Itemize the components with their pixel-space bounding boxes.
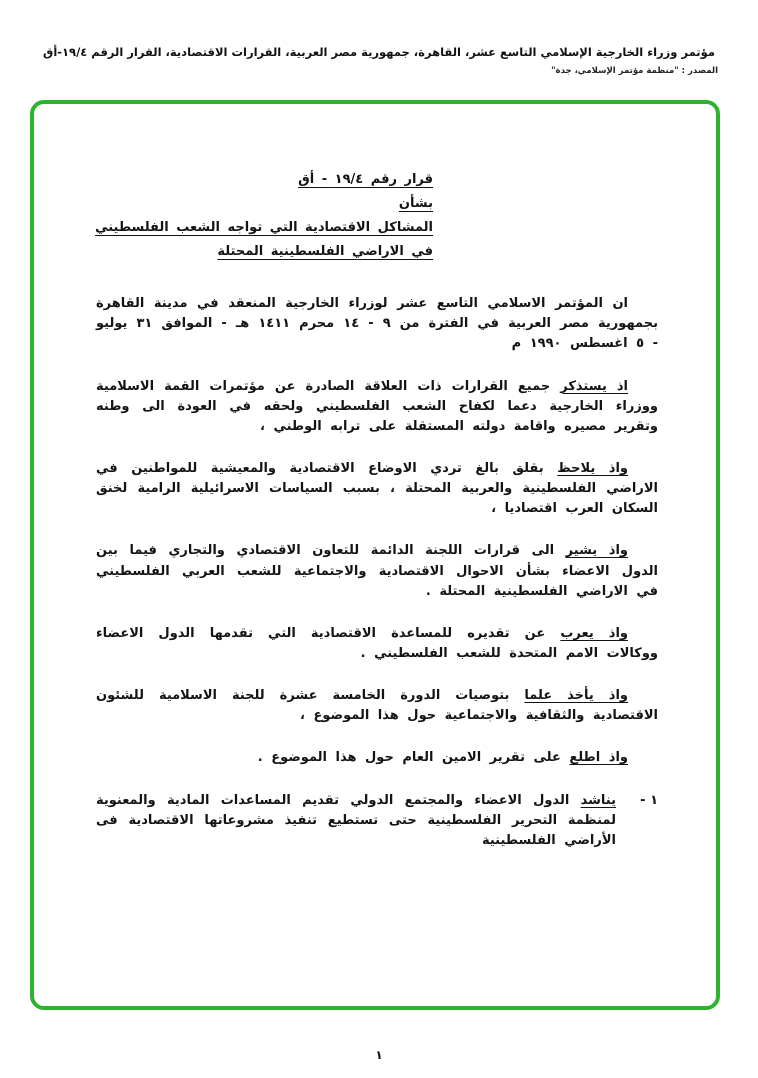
- title-line-resolution-number: قرار رقم ١٩/٤ - أق: [298, 172, 433, 187]
- item-text: [96, 791, 616, 851]
- paragraph-text: على تقرير الامين العام حول هذا الموضوع .: [257, 750, 570, 766]
- underlined-phrase: واذ يلاحظ: [557, 461, 628, 477]
- paragraph-text: الدول الاعضاء والمجتمع الدولي تقديم المساعدات المادية والمعنوية لمنظمة التحرير الفلسطينية حتى تستطيع تنفيذ مشروعاتها الاقتصادية فى الأراضي الفلسطينية: [96, 792, 616, 848]
- paragraph-text: جميع القرارات ذات العلاقة الصادرة عن مؤتمرات القمة الاسلامية ووزراء الخارجية دعما لكفاح الشعب الفلسطيني ولحقه في العودة الى وطنه وتقرير مصيره واقامة دولته المستقلة على ترابه الوطني ،: [96, 378, 658, 434]
- underlined-phrase: واذ يعرب: [560, 625, 628, 641]
- underlined-phrase: واذ اطلع: [569, 750, 628, 766]
- paragraph-text: ان المؤتمر الاسلامي التاسع عشر لوزراء الخارجية المنعقد في مدينة القاهرة بجمهورية مصر العربية في الفترة من ٩ - ١٤ محرم ١٤١١ هـ - الموافق ٣١ يوليو - ٥ اغسطس ١٩٩٠ م: [96, 296, 658, 352]
- document-body: [34, 104, 716, 851]
- item-number: ١ -: [640, 792, 658, 808]
- page-number: ١: [375, 1048, 383, 1062]
- paragraph-text: الى قرارات اللجنة الدائمة للتعاون الاقتصادي والتجاري فيما بين الدول الاعضاء بشأن الاحوال الاقتصادية والاجتماعية للشعب العربي الفلسطيني في الاراضي الفلسطينية المحتلة .: [96, 543, 658, 599]
- document-title-block: [95, 168, 433, 264]
- title-line-regarding: بشأن: [398, 196, 433, 212]
- paragraph-noting: [96, 459, 658, 519]
- document-frame: [30, 100, 720, 1010]
- paragraph-text: بتوصيات الدورة الخامسة عشرة للجنة الاسلامية للشئون الاقتصادية والثقافية والاجتماعية حول هذا الموضوع ،: [96, 688, 658, 724]
- paragraph-text: بقلق بالغ تردي الاوضاع الاقتصادية والمعيشية للمواطنين في الاراضي الفلسطينية والعربية المحتلة ، بسبب السياسات الاسرائيلية الرامية لخنق السكان العرب اقتصاديا ،: [96, 461, 658, 517]
- title-line-territories: في الاراضي الفلسطينية المحتلة: [217, 244, 433, 260]
- paragraph-recalling: [96, 377, 658, 437]
- paragraph-taking-note: [96, 686, 658, 726]
- numbered-item-1: [96, 791, 658, 851]
- source-note: المصدر : "منظمة مؤتمر الإسلامي، جدة": [551, 66, 718, 77]
- paragraph-expressing: [96, 624, 658, 664]
- paragraph-having-reviewed: [96, 748, 658, 768]
- title-line-subject: المشاكل الاقتصادية التي تواجه الشعب الفلسطيني: [95, 220, 433, 236]
- underlined-phrase: واذ يشير: [565, 543, 628, 559]
- underlined-phrase: يناشد: [580, 792, 616, 808]
- underlined-phrase: اذ يستذكر: [560, 378, 628, 394]
- paragraph-text: عن تقديره للمساعدة الاقتصادية التي تقدمها الدول الاعضاء ووكالات الامم المتحدة للشعب الفلسطيني .: [96, 625, 658, 662]
- paragraph-referring: [96, 541, 658, 601]
- paragraph-preamble: [96, 294, 658, 354]
- header-citation: مؤتمر وزراء الخارجية الإسلامي التاسع عشر، القاهرة، جمهورية مصر العربية، القرارات الاقتصادية، القرار الرقم ١٩/٤-أق: [43, 45, 715, 59]
- underlined-phrase: واذ يأخذ علما: [524, 688, 628, 704]
